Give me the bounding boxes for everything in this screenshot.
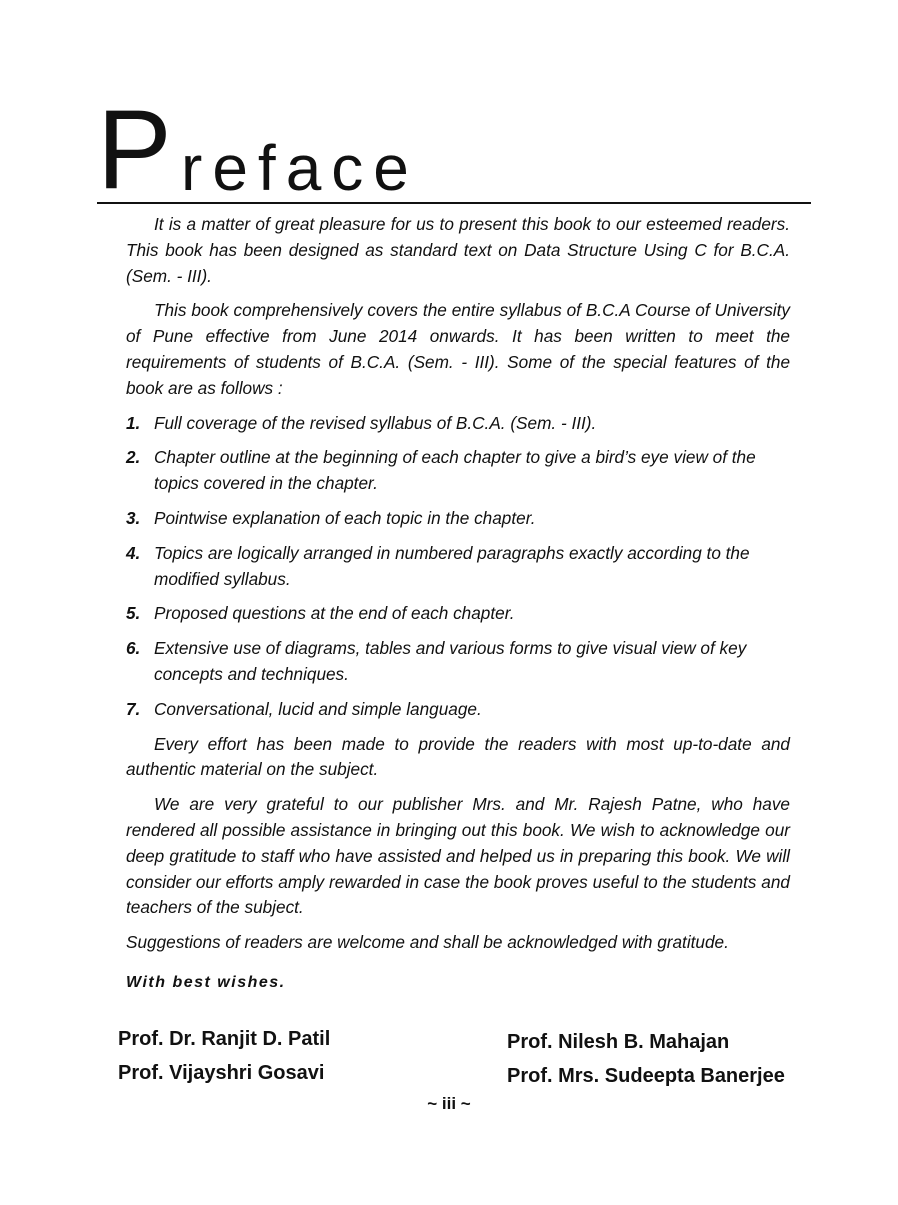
closing-wishes: With best wishes. [126, 973, 286, 991]
list-item [126, 411, 790, 437]
list-item-text: Topics are logically arranged in numbered paragraphs exactly according to the modified syllabus. [154, 542, 750, 589]
list-item-text: Extensive use of diagrams, tables and various forms to give visual view of key concepts and techniques. [154, 638, 747, 684]
list-item-number: 3. [126, 507, 141, 528]
author-name: Prof. Vijayshri Gosavi [118, 1062, 325, 1084]
title-first-letter: P [97, 87, 172, 212]
author-name: Prof. Nilesh B. Mahajan [507, 1031, 730, 1053]
list-item [126, 601, 790, 627]
paragraph-gratitude: We are very grateful to our publisher Mrs. and Mr. Rajesh Patne, who have rendered all possible assistance in bringing out this book. We wish to acknowledge our deep gratitude to staff who have assisted and helped us in preparing this book. We will consider our efforts amply rewarded in case the book proves useful to the students and teachers of the subject. [126, 794, 790, 918]
list-item-text: Chapter outline at the beginning of each chapter to give a bird’s eye view of the topics covered in the chapter. [154, 447, 756, 494]
author-name: Prof. Mrs. Sudeepta Banerjee [507, 1065, 785, 1087]
signature-column-right [507, 1025, 785, 1093]
list-item-text: Conversational, lucid and simple language. [154, 698, 482, 719]
features-list [126, 411, 790, 723]
list-item-number: 4. [126, 542, 141, 563]
list-item [126, 636, 790, 688]
paragraph-effort: Every effort has been made to provide the readers with most up-to-date and authentic material on the subject. [126, 733, 790, 780]
list-item-text: Pointwise explanation of each topic in the chapter. [154, 507, 536, 528]
list-item-text: Proposed questions at the end of each chapter. [154, 603, 515, 624]
list-item-number: 5. [126, 603, 141, 624]
paragraph-suggestions: Suggestions of readers are welcome and shall be acknowledged with gratitude. [126, 932, 729, 953]
list-item [126, 506, 790, 532]
page-number: ~ iii ~ [427, 1094, 471, 1113]
list-item [126, 541, 790, 593]
list-item [126, 445, 790, 497]
list-item-number: 2. [126, 447, 141, 468]
signatures [0, 1022, 898, 1092]
paragraph-intro: It is a matter of great pleasure for us to present this book to our esteemed readers. This book has been designed as standard text on Data Structure Using C for B.C.A. (Sem. - III). [126, 214, 790, 286]
list-item [126, 697, 790, 723]
paragraph-coverage: This book comprehensively covers the entire syllabus of B.C.A Course of University of Pune effective from June 2014 onwards. It has been written to meet the requirements of students of B.C.A. (Sem. - III). Some of the special features of the book are as follows : [126, 300, 790, 398]
signature-column-left [118, 1022, 330, 1090]
list-item-number: 6. [126, 638, 141, 659]
title-rest: reface [181, 132, 419, 204]
page-title [97, 87, 811, 212]
list-item-number: 7. [126, 698, 141, 719]
list-item-number: 1. [126, 412, 141, 433]
list-item-text: Full coverage of the revised syllabus of B.C.A. (Sem. - III). [154, 412, 597, 433]
author-name: Prof. Dr. Ranjit D. Patil [118, 1028, 331, 1050]
preface-body [126, 212, 790, 1005]
